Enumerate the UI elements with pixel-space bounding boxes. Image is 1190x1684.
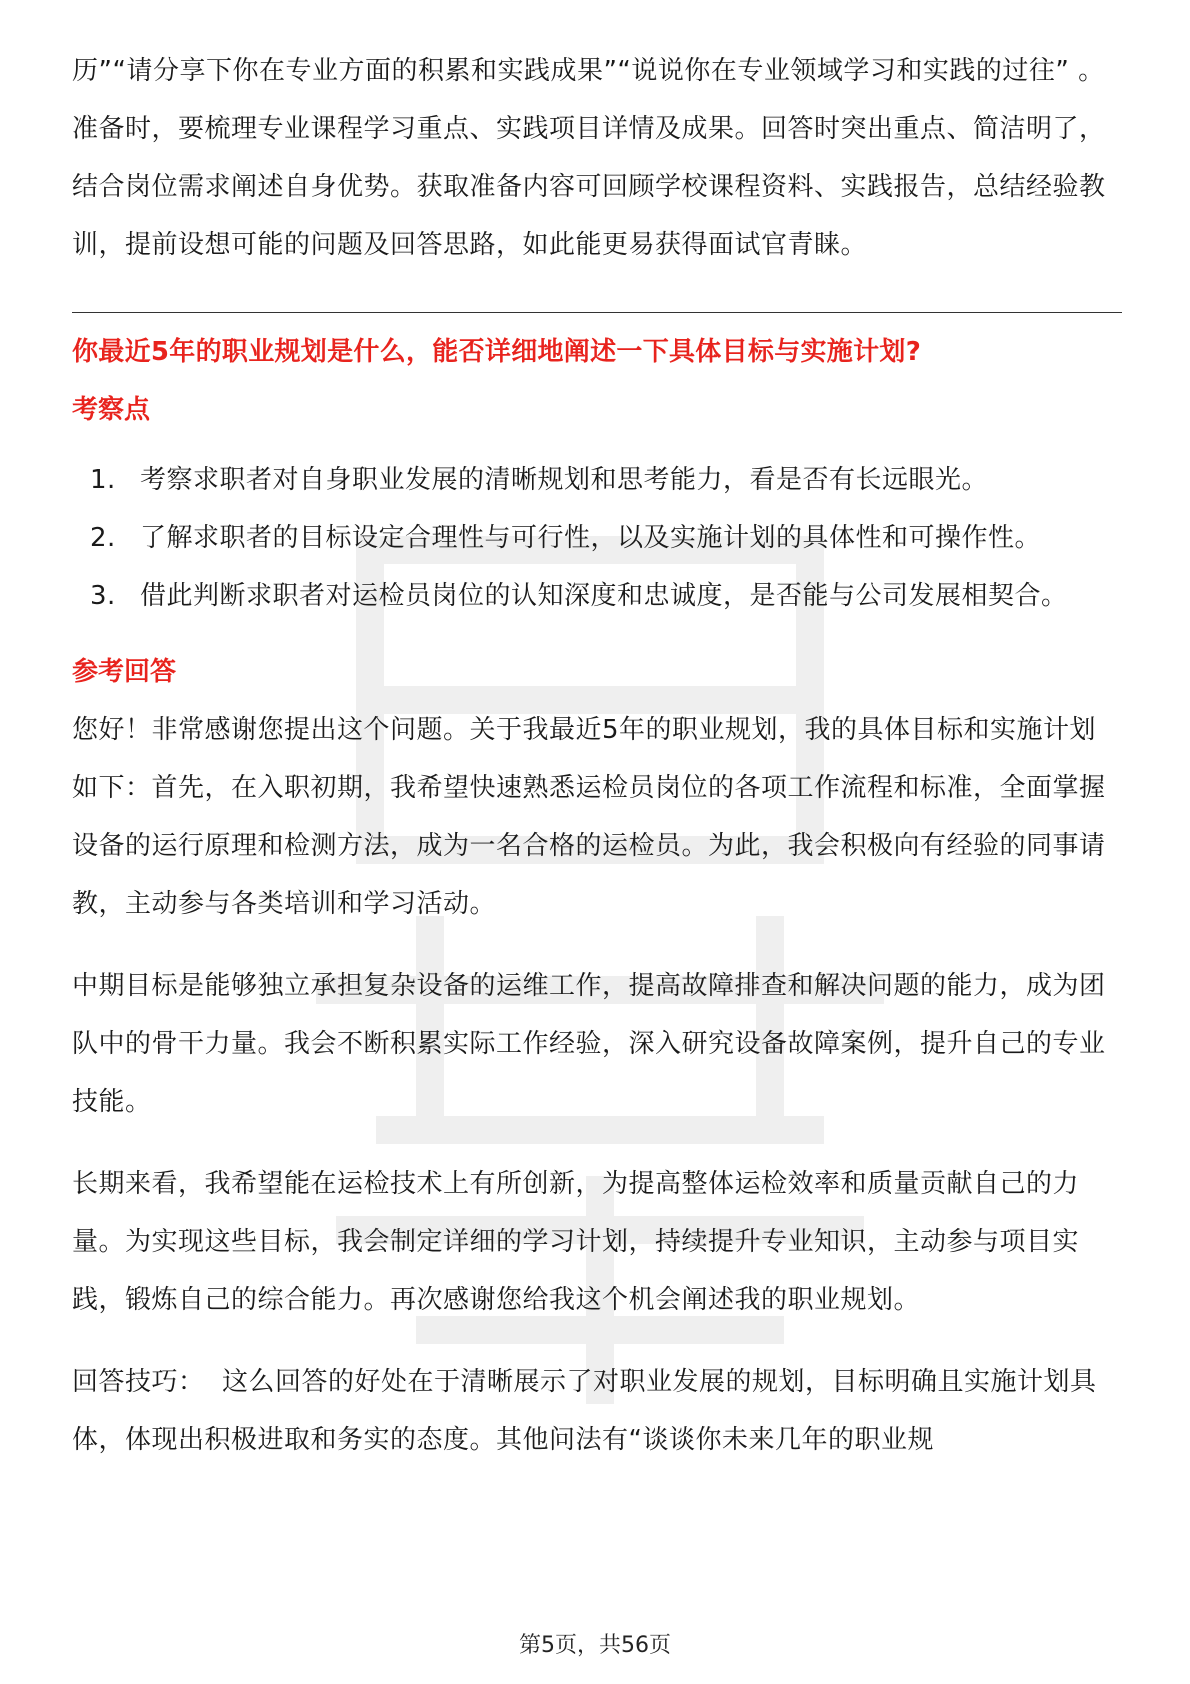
list-item-number: 1. [90,465,116,495]
points-list [72,451,1122,625]
intro-paragraph: 历”“请分享下你在专业方面的积累和实践成果”“说说你在专业领域学习和实践的过往” 。准备时，要梳理专业课程学习重点、实践项目详情及成果。回答时突出重点、简洁明了，结合岗位需求阐述自身优势。获取准备内容可回顾学校课程资料、实践报告，总结经验教训，提前设想可能的问题及回答思路，如此能更易获得面试官青睐。 [72,56,1106,260]
list-item-text: 借此判断求职者对运检员岗位的认知深度和忠诚度，是否能与公司发展相契合。 [140,581,1068,611]
question-title: 你最近5年的职业规划是什么，能否详细地阐述一下具体目标与实施计划? [72,337,922,367]
answer-heading: 参考回答 [72,657,177,687]
section-divider [72,312,1122,313]
list-item-number: 3. [90,581,116,611]
answer-paragraph: 中期目标是能够独立承担复杂设备的运维工作，提高故障排查和解决问题的能力，成为团队中的骨干力量。我会不断积累实际工作经验，深入研究设备故障案例，提升自己的专业技能。 [72,971,1106,1117]
list-item [90,451,1122,509]
answer-tips-paragraph: 回答技巧： 这么回答的好处在于清晰展示了对职业发展的规划，目标明确且实施计划具体，体现出积极进取和务实的态度。其他问法有“谈谈你未来几年的职业规 [72,1367,1097,1455]
answer-paragraph: 您好！非常感谢您提出这个问题。关于我最近5年的职业规划，我的具体目标和实施计划如下：首先，在入职初期，我希望快速熟悉运检员岗位的各项工作流程和标准，全面掌握设备的运行原理和检测方法，成为一名合格的运检员。为此，我会积极向有经验的同事请教，主动参与各类培训和学习活动。 [72,715,1106,919]
page-content [72,42,1122,1469]
points-heading: 考察点 [72,395,151,425]
list-item-number: 2. [90,523,116,553]
answer-paragraph: 长期来看，我希望能在运检技术上有所创新，为提高整体运检效率和质量贡献自己的力量。为实现这些目标，我会制定详细的学习计划，持续提升专业知识，主动参与项目实践，锻炼自己的综合能力。再次感谢您给我这个机会阐述我的职业规划。 [72,1169,1080,1315]
list-item [90,567,1122,625]
list-item-text: 考察求职者对自身职业发展的清晰规划和思考能力，看是否有长远眼光。 [140,465,989,495]
page-number: 第5页，共56页 [519,1633,671,1658]
list-item [90,509,1122,567]
list-item-text: 了解求职者的目标设定合理性与可行性，以及实施计划的具体性和可操作性。 [140,523,1042,553]
